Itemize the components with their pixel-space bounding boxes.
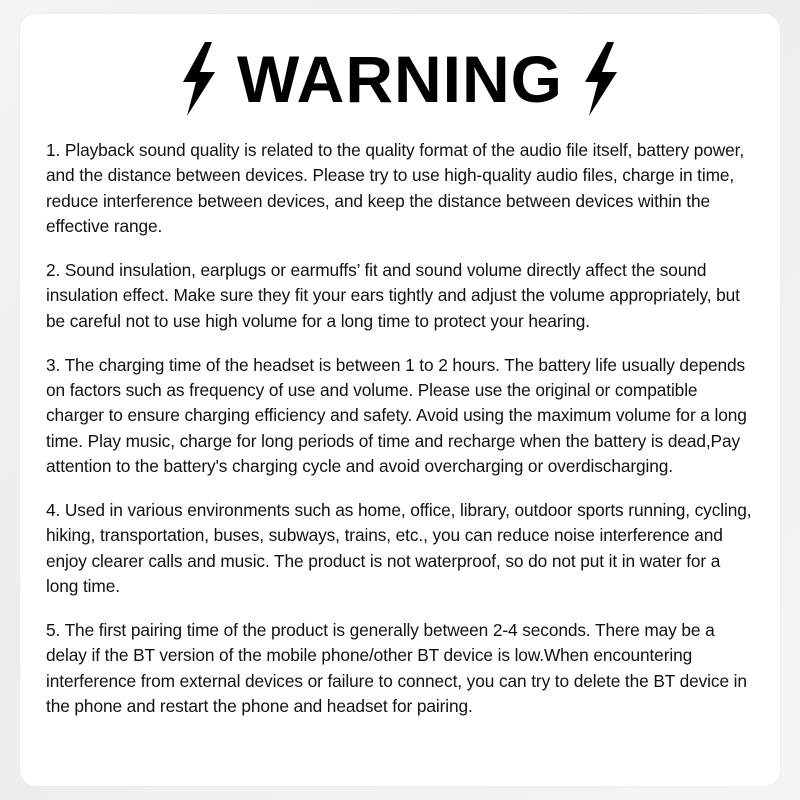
warning-paragraph: 5. The first pairing time of the product is generally between 2-4 seconds. There may be a delay if the BT version of the mobile phone/other BT device is low.When encountering interference from external devices or failure to connect, you can try to delete the BT device in the phone and restart the phone and headset for pairing. <box>46 620 747 716</box>
warning-paragraph: 4. Used in various environments such as home, office, library, outdoor sports running, cycling, hiking, transportation, buses, subways, trains, etc., you can reduce noise interference and enjoy clearer calls and music. The product is not waterproof, so do not put it in water for a long time. <box>46 500 752 596</box>
warning-header <box>46 36 754 122</box>
warning-body <box>46 138 754 719</box>
warning-paragraph: 2. Sound insulation, earplugs or earmuffs’ fit and sound volume directly affect the sound insulation effect. Make sure they fit your ears tightly and adjust the volume appropriately, but be careful not to use high volume for a long time to protect your hearing. <box>46 260 740 331</box>
warning-card <box>20 14 780 786</box>
warning-paragraph: 1. Playback sound quality is related to the quality format of the audio file itself, battery power, and the distance between devices. Please try to use high-quality audio files, charge in time, reduce interference between devices, and keep the distance between devices within the effective range. <box>46 140 745 236</box>
lightning-bolt-icon <box>581 42 621 116</box>
lightning-bolt-icon <box>179 42 219 116</box>
page-title: WARNING <box>237 42 563 116</box>
warning-paragraph: 3. The charging time of the headset is between 1 to 2 hours. The battery life usually depends on factors such as frequency of use and volume. Please use the original or compatible charger to ensure charging efficiency and safety. Avoid using the maximum volume for a long time. Play music, charge for long periods of time and recharge when the battery is dead,Pay attention to the battery's charging cycle and avoid overcharging or overdischarging. <box>46 354 747 476</box>
